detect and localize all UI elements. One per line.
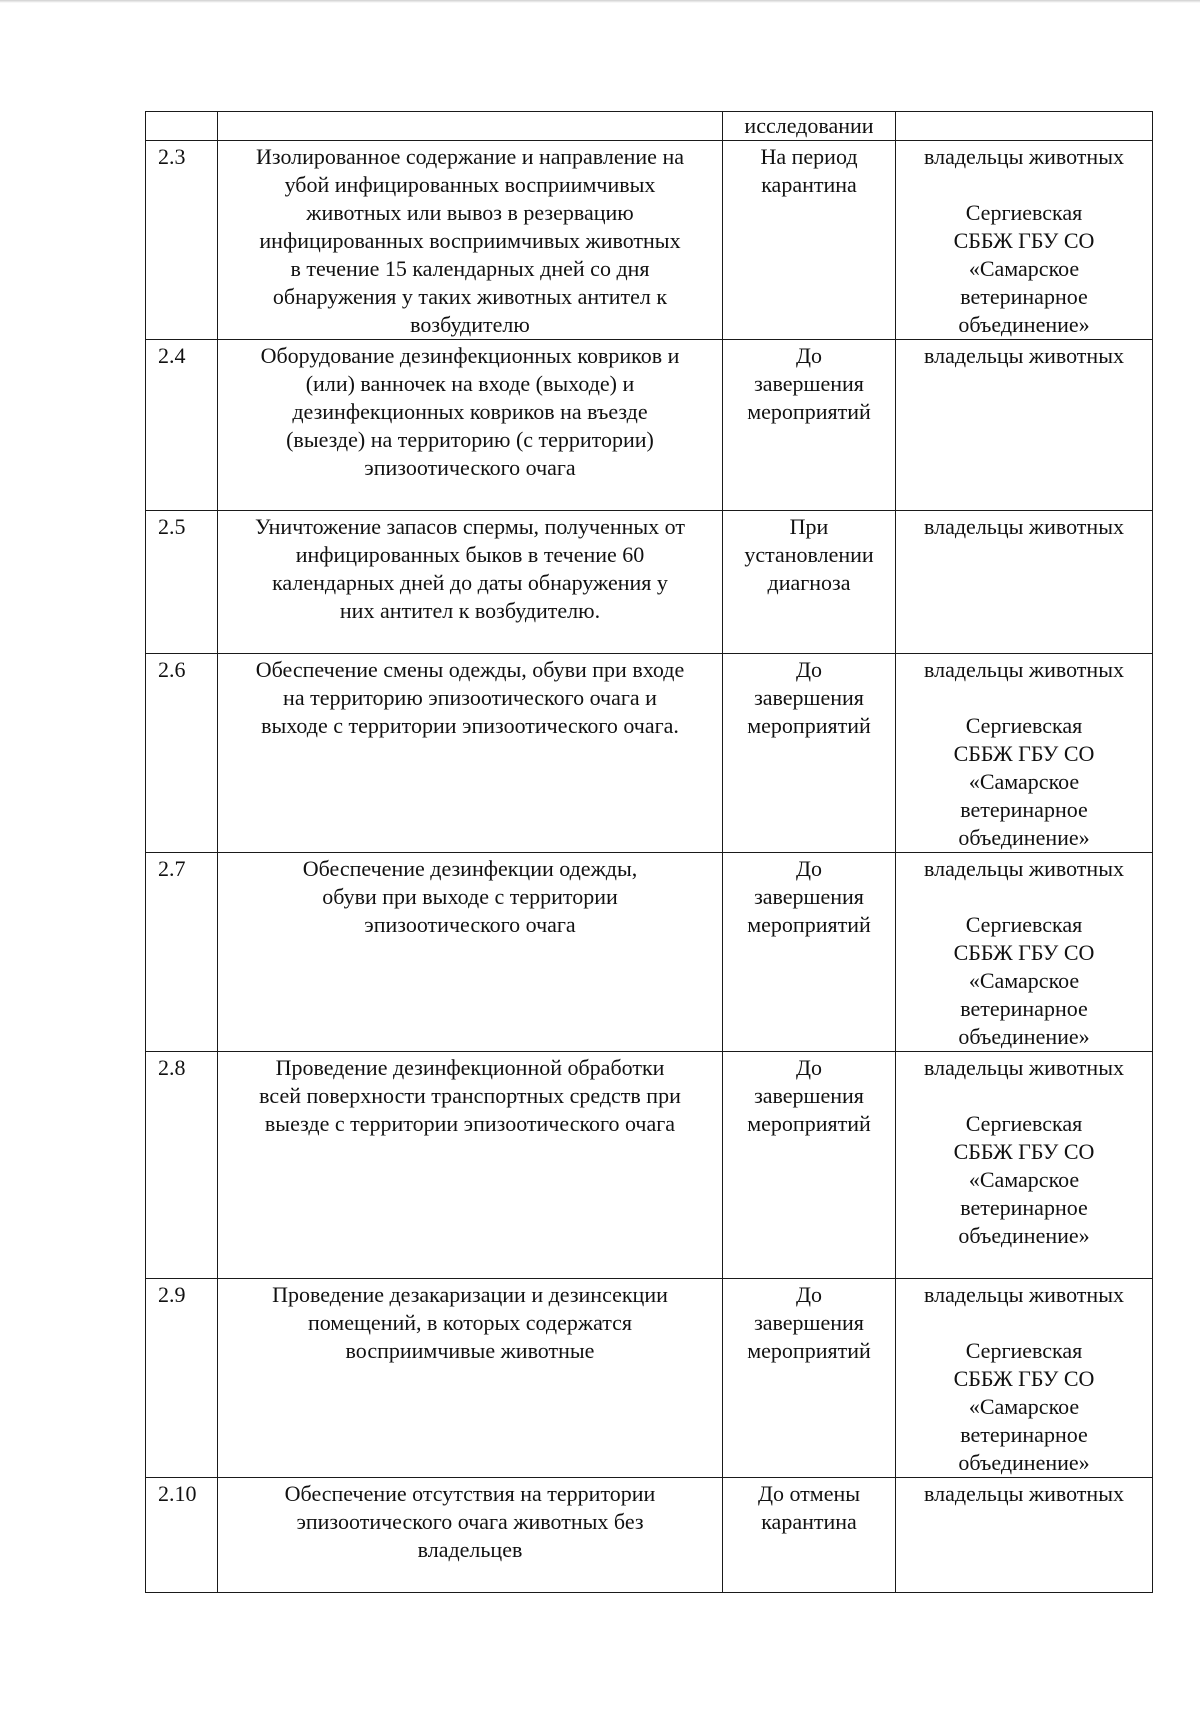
cell-responsible <box>896 1052 1153 1279</box>
row-number: 2.5 <box>146 511 218 654</box>
cell-responsible <box>896 1478 1153 1593</box>
cell-responsible <box>896 654 1153 853</box>
responsible-owners: владельцы животных <box>924 514 1124 539</box>
responsible-line: объединение» <box>958 1024 1090 1049</box>
responsible-owners: владельцы животных <box>924 657 1124 682</box>
term-line: До <box>795 343 822 368</box>
cell-term <box>723 1052 896 1279</box>
responsible-line: «Самарское <box>968 1394 1080 1419</box>
action-line: владельцев <box>417 1537 523 1562</box>
action-line: календарных дней до даты обнаружения у <box>272 570 668 595</box>
responsible-line: «Самарское <box>968 968 1080 993</box>
responsible-line: Сергиевская <box>965 200 1083 225</box>
action-line: Проведение дезакаризации и дезинсекции <box>272 1282 668 1307</box>
cell-term <box>723 1279 896 1478</box>
cell-action <box>218 1279 723 1478</box>
responsible-line: СББЖ ГБУ СО <box>953 940 1095 965</box>
measures-table <box>145 111 1153 1593</box>
row-number: 2.9 <box>146 1279 218 1478</box>
action-line: Проведение дезинфекционной обработки <box>275 1055 665 1080</box>
action-line: (или) ванночек на входе (выходе) и <box>305 371 635 396</box>
action-line: эпизоотического очага <box>364 912 576 937</box>
responsible-line: объединение» <box>958 312 1090 337</box>
term-line: мероприятий <box>747 713 871 738</box>
term-line: диагноза <box>767 570 851 595</box>
cell-term <box>723 511 896 654</box>
responsible-line: «Самарское <box>968 256 1080 281</box>
term-line: завершения <box>754 685 864 710</box>
responsible-owners: владельцы животных <box>924 343 1124 368</box>
row-number: 2.8 <box>146 1052 218 1279</box>
cell-action <box>218 1052 723 1279</box>
cell-term <box>723 654 896 853</box>
action-line: Обеспечение дезинфекции одежды, <box>302 856 638 881</box>
term-line: установлении <box>744 542 874 567</box>
action-line: дезинфекционных ковриков на въезде <box>292 399 648 424</box>
responsible-line: Сергиевская <box>965 912 1083 937</box>
responsible-owners: владельцы животных <box>924 1282 1124 1307</box>
term-line: исследовании <box>744 113 874 138</box>
responsible-line: ветеринарное <box>960 284 1088 309</box>
cell-responsible <box>896 141 1153 340</box>
responsible-line: «Самарское <box>968 769 1080 794</box>
table-row <box>146 340 1153 511</box>
cell-responsible <box>896 853 1153 1052</box>
action-line: Обеспечение отсутствия на территории <box>284 1481 656 1506</box>
cell-term <box>723 112 896 141</box>
action-line: в течение 15 календарных дней со дня <box>290 256 650 281</box>
term-line: завершения <box>754 371 864 396</box>
responsible-line: Сергиевская <box>965 713 1083 738</box>
term-line: При <box>789 514 829 539</box>
cell-term <box>723 1478 896 1593</box>
action-line: инфицированных восприимчивых животных <box>259 228 681 253</box>
cell-responsible <box>896 340 1153 511</box>
cell-responsible <box>896 511 1153 654</box>
term-line: мероприятий <box>747 1338 871 1363</box>
cell-term <box>723 141 896 340</box>
responsible-owners: владельцы животных <box>924 1481 1124 1506</box>
scan-edge <box>0 0 1200 3</box>
term-line: карантина <box>761 1509 857 1534</box>
row-number: 2.3 <box>146 141 218 340</box>
action-line: инфицированных быков в течение 60 <box>295 542 645 567</box>
action-line: убой инфицированных восприимчивых <box>284 172 656 197</box>
action-line: животных или вывоз в резервацию <box>306 200 634 225</box>
table-row <box>146 853 1153 1052</box>
cell-action <box>218 1478 723 1593</box>
responsible-line: СББЖ ГБУ СО <box>953 1139 1095 1164</box>
term-line: завершения <box>754 1310 864 1335</box>
cell-responsible <box>896 1279 1153 1478</box>
action-line: эпизоотического очага <box>364 455 576 480</box>
action-line: обнаружения у таких животных антител к <box>272 284 668 309</box>
term-line: До <box>795 1055 822 1080</box>
responsible-line: ветеринарное <box>960 1195 1088 1220</box>
responsible-line: Сергиевская <box>965 1338 1083 1363</box>
responsible-line: объединение» <box>958 1450 1090 1475</box>
action-line: выходе с территории эпизоотического очага. <box>261 713 679 738</box>
table-row <box>146 511 1153 654</box>
cell-num <box>146 112 218 141</box>
cell-term <box>723 853 896 1052</box>
term-line: До <box>795 657 822 682</box>
cell-action <box>218 853 723 1052</box>
term-line: мероприятий <box>747 399 871 424</box>
term-line: До <box>795 1282 822 1307</box>
action-line: выезде с территории эпизоотического очага <box>264 1111 676 1136</box>
responsible-line: Сергиевская <box>965 1111 1083 1136</box>
term-line: завершения <box>754 884 864 909</box>
term-line: До <box>795 856 822 881</box>
responsible-line: ветеринарное <box>960 1422 1088 1447</box>
table-row <box>146 1052 1153 1279</box>
term-line: мероприятий <box>747 1111 871 1136</box>
term-line: карантина <box>761 172 857 197</box>
responsible-line: СББЖ ГБУ СО <box>953 1366 1095 1391</box>
term-line: завершения <box>754 1083 864 1108</box>
row-number: 2.7 <box>146 853 218 1052</box>
responsible-owners: владельцы животных <box>924 856 1124 881</box>
responsible-line: ветеринарное <box>960 996 1088 1021</box>
responsible-line: ветеринарное <box>960 797 1088 822</box>
table-row <box>146 1279 1153 1478</box>
row-number: 2.4 <box>146 340 218 511</box>
table-row <box>146 654 1153 853</box>
responsible-owners: владельцы животных <box>924 144 1124 169</box>
cell-action <box>218 511 723 654</box>
responsible-line: «Самарское <box>968 1167 1080 1192</box>
row-number: 2.6 <box>146 654 218 853</box>
table-row <box>146 141 1153 340</box>
responsible-owners: владельцы животных <box>924 1055 1124 1080</box>
cell-action <box>218 141 723 340</box>
action-line: всей поверхности транспортных средств при <box>259 1083 681 1108</box>
action-line: возбудителю <box>410 312 530 337</box>
action-line: на территорию эпизоотического очага и <box>283 685 657 710</box>
cell-action <box>218 112 723 141</box>
responsible-line: СББЖ ГБУ СО <box>953 228 1095 253</box>
table-row <box>146 1478 1153 1593</box>
cell-action <box>218 654 723 853</box>
action-line: восприимчивые животные <box>345 1338 595 1363</box>
term-line: До отмены <box>757 1481 861 1506</box>
term-line: На период <box>760 144 858 169</box>
responsible-line: объединение» <box>958 1223 1090 1248</box>
row-number: 2.10 <box>146 1478 218 1593</box>
action-line: (выезде) на территорию (с территории) <box>286 427 654 452</box>
cell-action <box>218 340 723 511</box>
responsible-line: объединение» <box>958 825 1090 850</box>
action-line: Уничтожение запасов спермы, полученных от <box>255 514 685 539</box>
cell-term <box>723 340 896 511</box>
table-row-continuation <box>146 112 1153 141</box>
responsible-line: СББЖ ГБУ СО <box>953 741 1095 766</box>
term-line: мероприятий <box>747 912 871 937</box>
action-line: помещений, в которых содержатся <box>307 1310 633 1335</box>
action-line: Обеспечение смены одежды, обуви при входе <box>255 657 685 682</box>
action-line: них антител к возбудителю. <box>339 598 601 623</box>
action-line: эпизоотического очага животных без <box>296 1509 644 1534</box>
cell-responsible <box>896 112 1153 141</box>
action-line: Оборудование дезинфекционных ковриков и <box>260 343 680 368</box>
action-line: Изолированное содержание и направление на <box>256 144 684 169</box>
action-line: обуви при выходе с территории <box>322 884 618 909</box>
